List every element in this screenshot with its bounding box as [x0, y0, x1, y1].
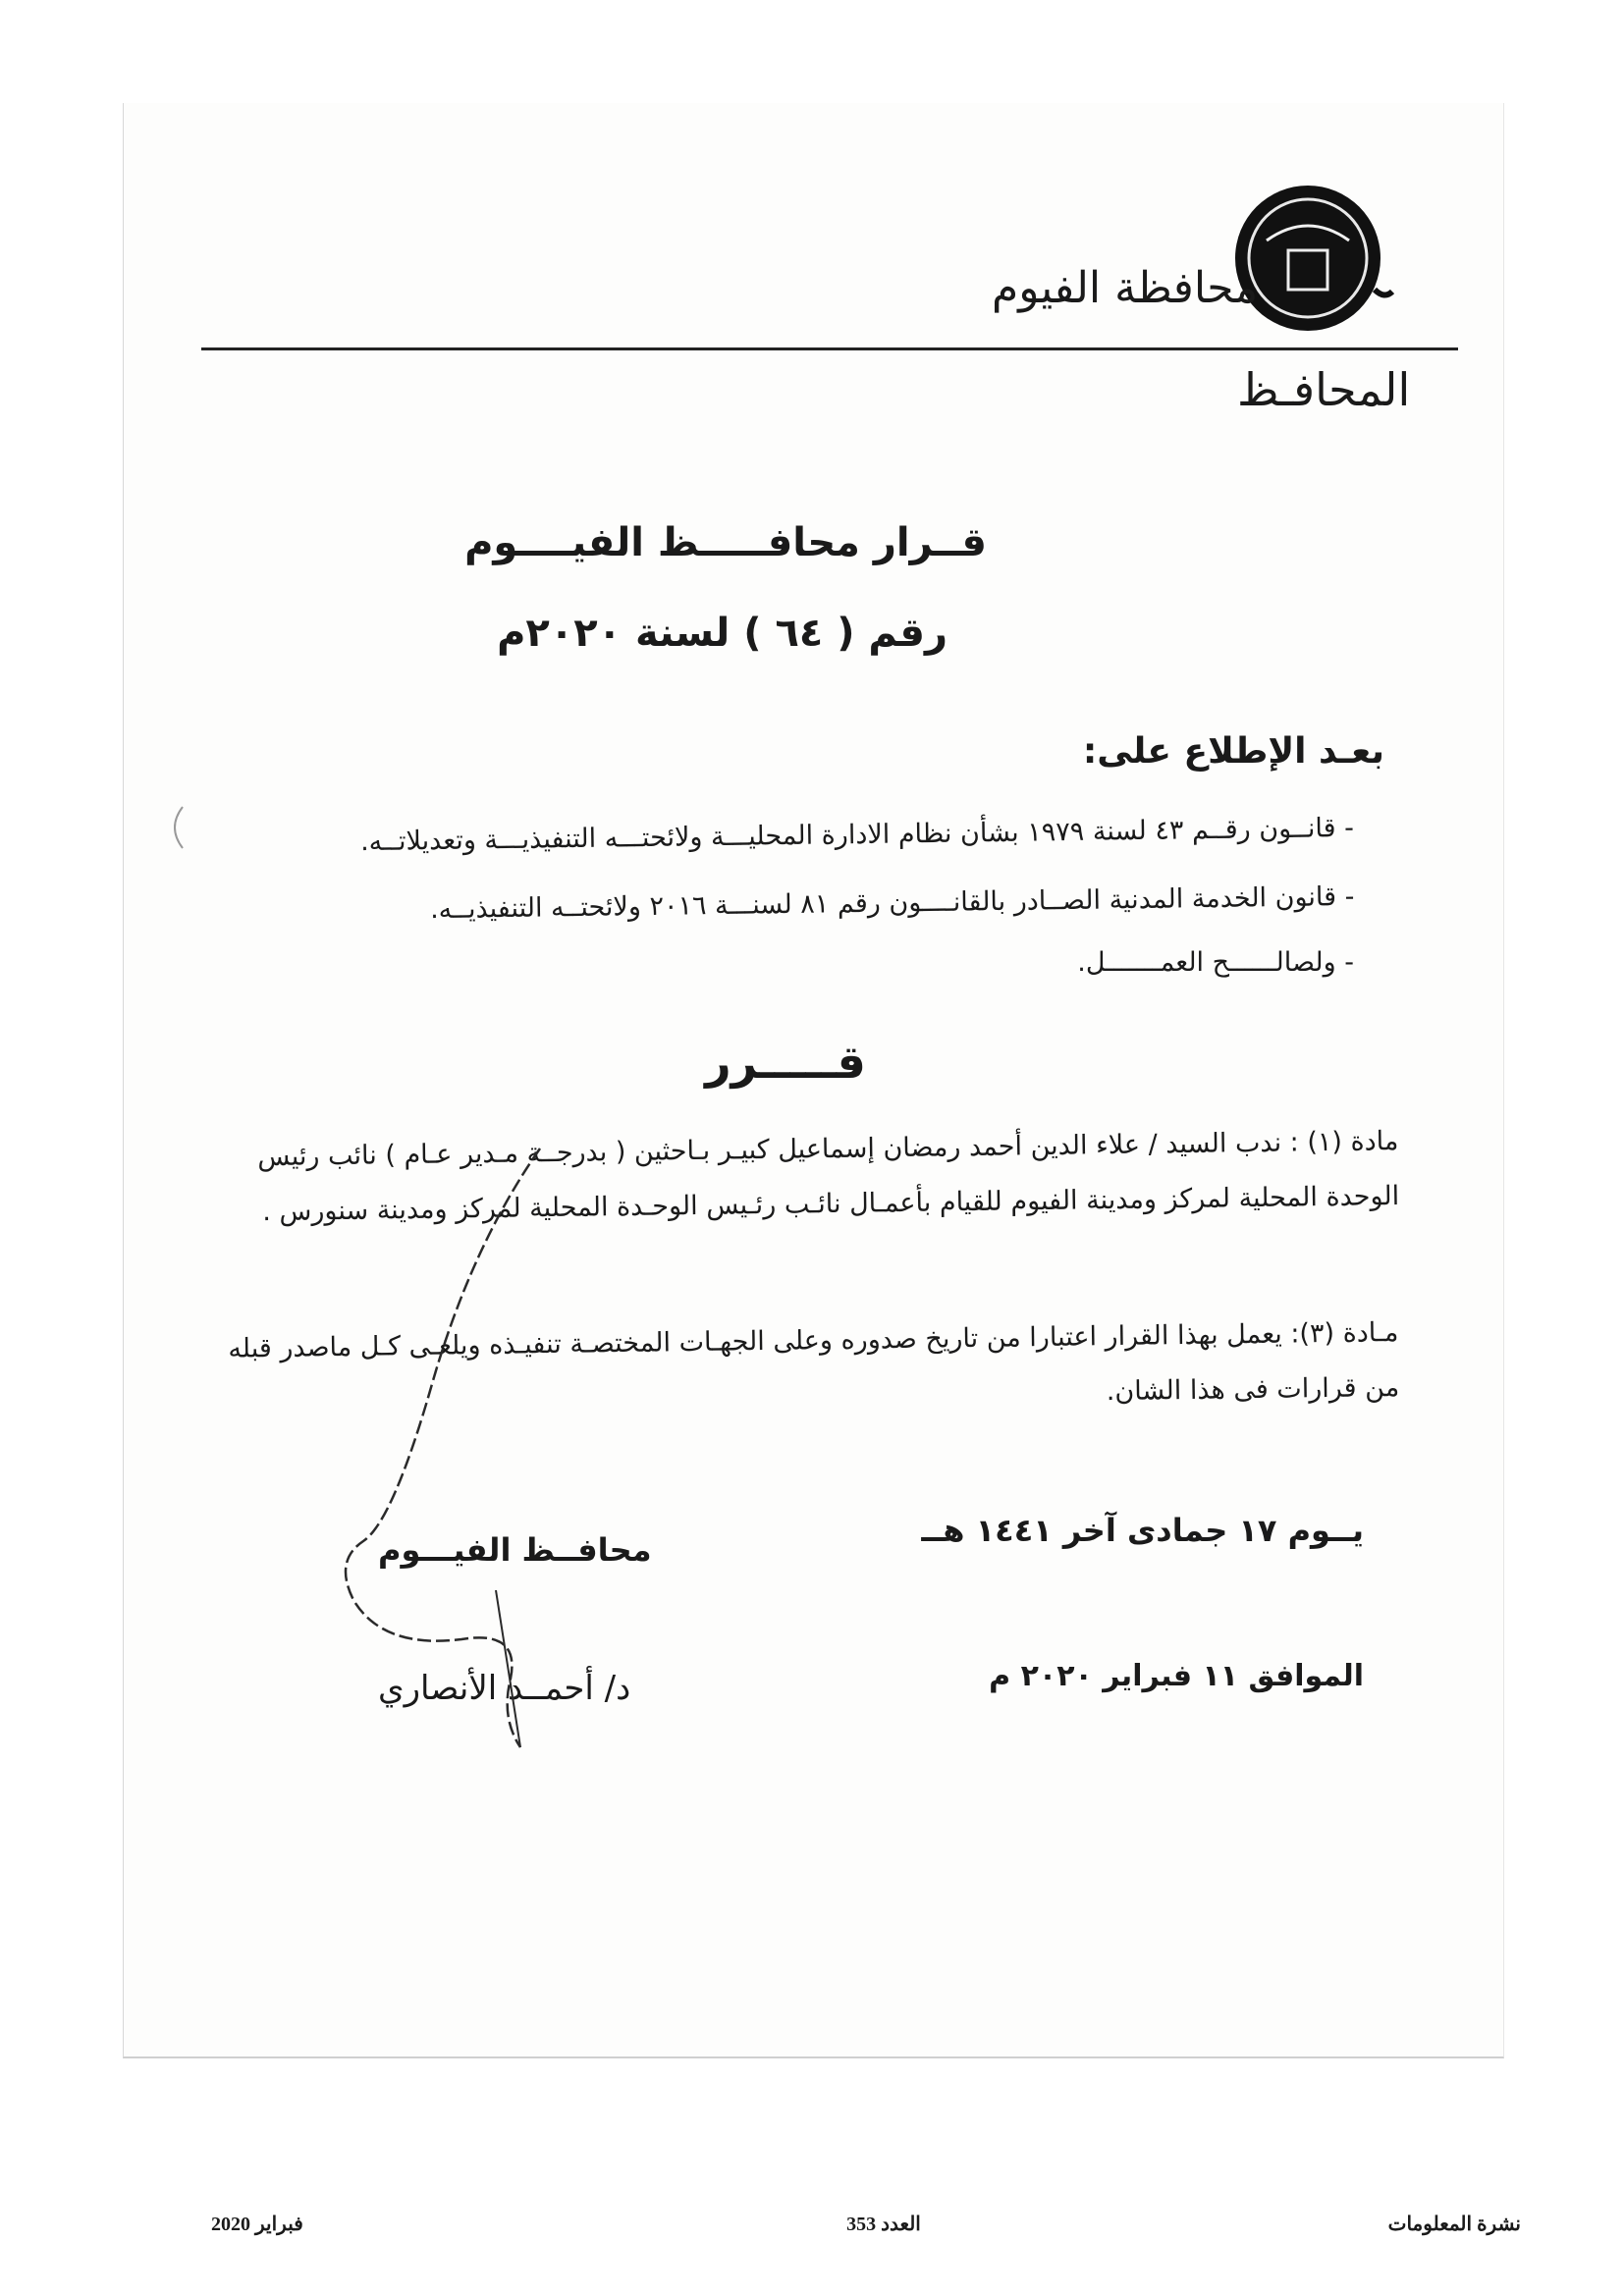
preamble-item: - قانــون رقــم ٤٣ لسنة ١٩٧٩ بشأن نظام الادارة المحليـــة ولائحتـــه التنفيذيـــة وتعديلاتــه. — [360, 813, 1355, 858]
gregorian-date: الموافق ١١ فبراير ٢٠٢٠ م — [989, 1659, 1364, 1693]
preamble-item: - ولصالــــــح العمـــــــل. — [1077, 947, 1354, 978]
footer-issue: العدد 353 — [846, 2214, 921, 2235]
preamble-heading: بعـد الإطلاع على: — [1082, 731, 1384, 772]
signatory-name: د/ أحمــد الأنصاري — [378, 1669, 631, 1708]
hijri-date: يــوم ١٧ جمادى آخر ١٤٤١ هــ — [921, 1512, 1364, 1549]
governorate-name: محافظة الفيوم — [992, 263, 1259, 313]
scan-mark — [165, 803, 187, 852]
governor-title: المحافـظ — [1237, 363, 1411, 416]
seal-icon — [1227, 182, 1394, 339]
decision-number: رقم ( ٦٤ ) لسنة ٢٠٢٠م — [497, 611, 947, 656]
signatory-title: محافــظ الفيـــوم — [378, 1531, 652, 1569]
handwritten-signature — [324, 1129, 619, 1757]
header-divider — [201, 347, 1458, 350]
article-3: مـادة (٣): يعمل بهذا القرار اعتبارا من تاريخ صدوره وعلى الجهـات المختصـة تنفيـذه ويلغـى كـل ماصدر قبله من قرارات فى هذا الشان. — [228, 1316, 1400, 1408]
preamble-item: - قانون الخدمة المدنية الصــادر بالقانــــون رقم ٨١ لسنـــة ٢٠١٦ ولائحتــه التنفيذيــه. — [429, 881, 1355, 926]
decision-title: قــرار محافـــــظ الفيــــوم — [464, 520, 987, 565]
decided-heading: قـــــرر — [705, 1036, 866, 1089]
footer-publication: نشرة المعلومات — [1387, 2214, 1521, 2235]
article-1: مادة (١) : ندب السيد / علاء الدين أحمد رمضان إسماعيل كبيـر بـاحثين ( بدرجــة مـدير عـام ) نائب رئيس الوحدة المحلية لمركز ومدينة الفيوم للقيام بأعمـال نائـب رئـيس الوحـدة المحلية لمركز ومدينة سنورس . — [257, 1125, 1400, 1228]
footer-month: فبراير 2020 — [211, 2214, 303, 2235]
